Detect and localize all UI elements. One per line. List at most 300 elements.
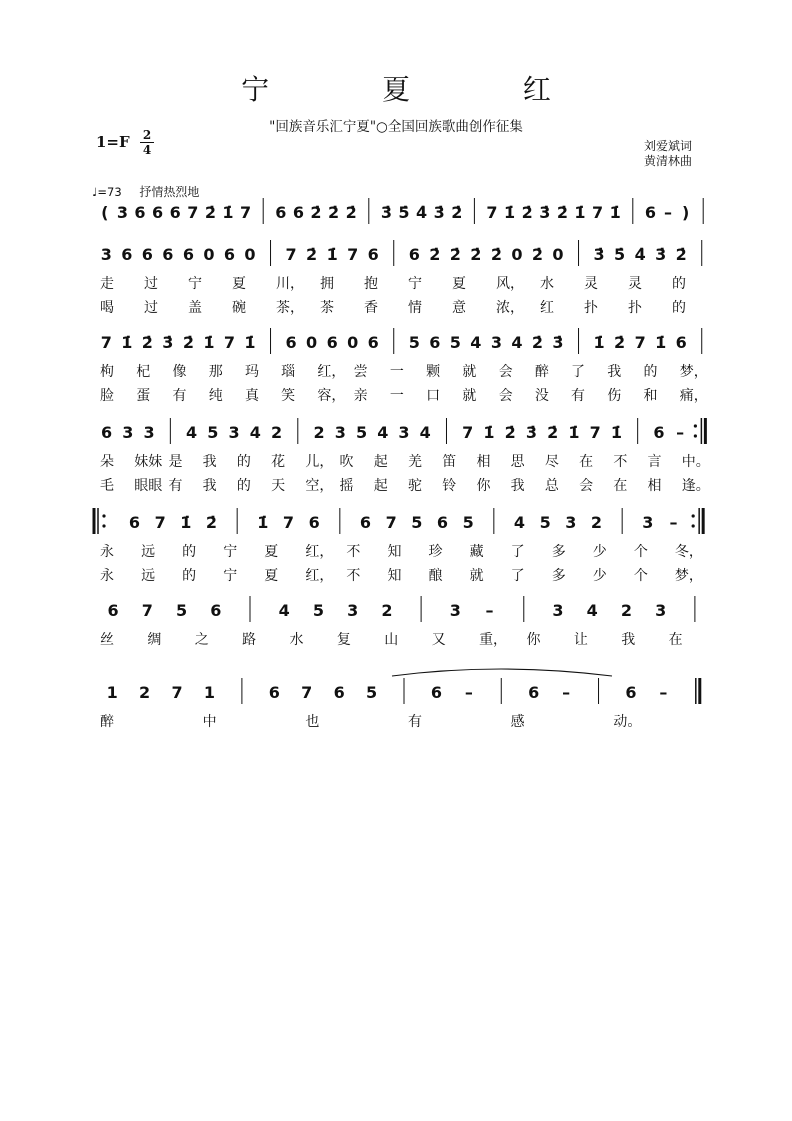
score-note: 2̇ (547, 423, 559, 442)
lyric-syllable: 藏 (469, 544, 484, 560)
lyric-syllable: 妹妹 (134, 454, 163, 470)
score-note: 5 (411, 513, 423, 532)
lyric-syllable: 让 (573, 632, 588, 648)
score-note: 7 (634, 333, 646, 352)
lyric-syllable: 红， (305, 568, 334, 584)
lyric-syllable: 扑 (628, 300, 642, 316)
score-note: 1̇ (610, 423, 622, 442)
lyric-syllable: 瑙 (281, 364, 296, 380)
score-note: 7 (141, 601, 153, 620)
composer: 黄清林曲 (643, 154, 692, 168)
score-note: 7 (592, 203, 604, 222)
lyric-syllable: 夏 (452, 276, 466, 292)
lyric-syllable: 的 (182, 568, 197, 584)
repeat-dot (694, 424, 697, 427)
lyric-syllable: 你 (526, 632, 541, 648)
score-note: 4 (377, 423, 389, 442)
lyric-syllable: 红， (305, 544, 334, 560)
lyric-syllable: 夏 (232, 276, 246, 292)
lyric-syllable: 总 (544, 478, 559, 494)
lyric-syllable: 颗 (426, 364, 441, 380)
lyric-syllable: 脸 (100, 388, 114, 404)
score-note: 4 (511, 333, 523, 352)
score-note: – (659, 683, 668, 702)
repeat-dot (694, 434, 697, 437)
lyric-syllable: 相 (476, 454, 491, 470)
lyric-syllable: 口 (426, 388, 441, 404)
lyric-syllable: 宁 (408, 276, 422, 292)
lyric-syllable: 之 (194, 632, 209, 648)
score-note: 0 (347, 333, 359, 352)
lyric-syllable: 少 (592, 544, 607, 560)
lyric-syllable: 一 (389, 388, 404, 404)
score-note: 3 (347, 601, 359, 620)
score-note: 5 (175, 601, 188, 620)
repeat-dot (692, 524, 695, 527)
lyric-syllable: 感 (510, 714, 525, 730)
lyric-syllable: 吹 (339, 454, 354, 470)
lyric-syllable: 路 (242, 632, 257, 648)
score-note: 3 (334, 423, 346, 442)
lyric-syllable: 的 (672, 300, 686, 316)
score-note: 6 (141, 245, 153, 264)
lyric-syllable: 天 (271, 478, 286, 494)
lyric-syllable: 亲 (353, 388, 368, 404)
score-note: 2 (381, 601, 393, 620)
score-note: 6 (210, 601, 222, 620)
score-note: 6 (268, 683, 280, 702)
score-note: 7 (171, 683, 183, 702)
score-note: 4 (419, 423, 431, 442)
song-title: 宁 夏 红 (241, 73, 603, 106)
score-note: 3 (228, 423, 240, 442)
score-note: 4 (470, 333, 482, 352)
score-note: 3̇ (380, 203, 392, 222)
score-note: 3 (398, 423, 410, 442)
lyric-syllable: 夏 (264, 568, 279, 584)
lyric-syllable: 抱 (364, 276, 378, 292)
lyric-syllable: 花 (271, 454, 286, 470)
lyric-syllable: 那 (208, 364, 223, 380)
lyric-syllable: 远 (141, 568, 156, 584)
expression-marking: 抒情热烈地 (139, 185, 200, 199)
lyric-syllable: 冬， (674, 544, 703, 560)
score-note: 6 (128, 513, 141, 532)
score-note: 4 (249, 423, 261, 442)
score-note: 2 (620, 601, 633, 620)
score-note: 6 (121, 245, 133, 264)
lyric-syllable: 有 (571, 388, 586, 404)
score-note: 2̇ (490, 245, 502, 264)
score-note: 6 (653, 423, 665, 442)
score-note: 1̇ (483, 423, 495, 442)
score-note: 1̇ (568, 423, 580, 442)
score-note: 2̇ (614, 333, 626, 352)
score-note: – (464, 683, 473, 702)
score-note: 3 (655, 601, 667, 620)
lyric-syllable: 尽 (544, 454, 559, 470)
score-note: – (669, 513, 678, 532)
score-note: 1̇ (326, 245, 338, 264)
score-note: 7 (100, 333, 112, 352)
score-note: 6 (429, 333, 441, 352)
score-note: 6 (152, 203, 164, 222)
score-note: 3 (116, 203, 128, 222)
score-note: – (664, 203, 672, 222)
score-note: 7 (347, 245, 359, 264)
lyric-syllable: 个 (633, 544, 648, 560)
lyric-syllable: 眼眼 (134, 478, 163, 494)
score-note: 2 (313, 423, 325, 442)
score-note: 6 (367, 245, 379, 264)
score-note: 5 (207, 423, 219, 442)
lyric-syllable: 知 (387, 544, 402, 560)
lyric-syllable: 你 (476, 478, 491, 494)
lyric-syllable: 红 (540, 300, 554, 316)
score-note: 5 (462, 513, 474, 532)
lyric-syllable: 复 (336, 632, 351, 648)
score-system (101, 198, 703, 224)
lyric-syllable: 宁 (223, 544, 238, 560)
score-note: 2 (139, 683, 151, 702)
score-note: 6 (528, 683, 540, 702)
lyric-syllable: 有 (172, 388, 187, 404)
lyric-syllable: 碗 (232, 300, 246, 316)
score-note: 6 (308, 513, 320, 532)
score-note: 4 (186, 423, 198, 442)
score-note: 1̇ (203, 333, 215, 352)
lyric-syllable: 动。 (613, 714, 642, 730)
lyric-syllable: 纯 (208, 388, 223, 404)
lyric-syllable: 的 (672, 276, 686, 292)
score-note: 6 (408, 245, 420, 264)
lyric-syllable: 远 (141, 544, 156, 560)
lyric-syllable: 会 (579, 478, 594, 494)
lyric-syllable: 少 (592, 568, 607, 584)
lyric-syllable: 朵 (100, 454, 114, 470)
lyric-syllable: 杞 (136, 364, 151, 380)
score-note: 6 (223, 245, 236, 264)
score-note: 6 (644, 203, 656, 222)
score-note: 4̇ (416, 203, 428, 222)
score-note: 4̇ (634, 245, 646, 264)
lyric-syllable: 丝 (100, 632, 114, 648)
score-note: 3 (642, 513, 654, 532)
score-note: 7 (285, 245, 297, 264)
score-note: 6 (436, 513, 449, 532)
lyric-syllable: 容， (317, 388, 346, 404)
score-note: 4 (513, 513, 526, 532)
score-note: 2̇ (531, 245, 544, 264)
lyric-syllable: 没 (534, 388, 549, 404)
score-note: 3 (122, 423, 134, 442)
lyric-syllable: 川， (276, 276, 304, 292)
score-note: 5 (312, 601, 325, 620)
lyric-syllable: 毛 (100, 478, 114, 494)
lyric-syllable: 有 (408, 714, 422, 730)
lyric-syllable: 不 (346, 568, 361, 584)
lyric-syllable: 珍 (428, 544, 443, 560)
lyric-syllable: 梦， (674, 568, 703, 584)
lyric-syllable: 香 (364, 300, 378, 316)
lyric-syllable: 的 (236, 478, 251, 494)
lyric-syllable: 驼 (408, 478, 422, 494)
lyric-syllable: 了 (571, 364, 586, 380)
lyric-syllable: 多 (551, 568, 566, 584)
lyric-syllable: 梦， (679, 364, 708, 380)
time-denominator: 4 (142, 143, 152, 157)
score-note: 5̇ (398, 203, 410, 222)
score-note: 6 (625, 683, 637, 702)
score-note: 0 (511, 245, 523, 264)
lyric-syllable: 会 (498, 364, 513, 380)
score-note: 3 (449, 601, 461, 620)
score-note: 6 (169, 203, 181, 222)
score-note: 2̇ (449, 245, 461, 264)
score-note: 2̇ (451, 203, 463, 222)
lyric-syllable: 的 (236, 454, 251, 470)
lyric-syllable: 也 (305, 714, 320, 730)
time-numerator: 2 (142, 128, 152, 142)
score-note: 4 (586, 601, 598, 620)
score-note: 3 (143, 423, 155, 442)
lyric-syllable: 和 (643, 388, 658, 404)
score-note: 1 (106, 683, 118, 702)
lyric-syllable: 是 (168, 454, 183, 470)
score-note: 6 (359, 513, 372, 532)
score-note: 6 (333, 683, 345, 702)
score-note: 6 (292, 203, 304, 222)
score-note: 1̇ (180, 513, 192, 532)
score-note: – (485, 601, 494, 620)
lyric-syllable: 个 (633, 568, 648, 584)
lyric-syllable: 我 (510, 478, 525, 494)
score-note: 0 (203, 245, 215, 264)
lyric-syllable: 喝 (100, 300, 114, 316)
score-note: 2̇ (470, 245, 482, 264)
score-note: 6 (134, 203, 146, 222)
lyric-syllable: 夏 (264, 544, 279, 560)
lyric-syllable: 拥 (320, 276, 334, 292)
lyric-syllable: 羌 (408, 454, 422, 470)
lyric-syllable: 又 (431, 632, 446, 648)
lyric-syllable: 醉 (534, 364, 549, 380)
score-note: 0 (244, 245, 256, 264)
lyric-syllable: 茶 (320, 300, 334, 316)
score-note: 7 (240, 203, 252, 222)
score-note: 6 (675, 333, 687, 352)
score-note: ( (101, 203, 109, 222)
score-note: 2̇ (429, 245, 441, 264)
lyric-syllable: 在 (613, 478, 628, 494)
score-note: 7 (589, 423, 601, 442)
score-note: 6 (367, 333, 379, 352)
score-note: 7 (223, 333, 236, 352)
lyric-syllable: 宁 (223, 568, 238, 584)
lyric-syllable: 酿 (428, 568, 443, 584)
repeat-dot (102, 514, 105, 517)
score-note: 1 (203, 683, 216, 702)
lyric-syllable: 风， (496, 276, 524, 292)
lyric-syllable: 我 (621, 632, 636, 648)
lyric-syllable: 枸 (100, 364, 114, 380)
lyric-syllable: 思 (510, 454, 525, 470)
score-note: 5 (355, 423, 368, 442)
score-note: 5 (366, 683, 378, 702)
score-system (100, 328, 708, 404)
song-subtitle: "回族音乐汇宁夏"○全国回族歌曲创作征集 (269, 119, 523, 135)
lyric-syllable: 绸 (147, 632, 162, 648)
lyric-syllable: 醉 (100, 714, 114, 730)
lyric-syllable: 笑 (281, 388, 296, 404)
score-note: 6 (182, 245, 194, 264)
lyric-syllable: 灵 (584, 276, 598, 292)
tempo-value: ♩=73 (92, 185, 122, 199)
score-note: 6 (107, 601, 119, 620)
lyric-syllable: 就 (469, 568, 484, 584)
lyric-syllable: 永 (100, 544, 114, 560)
score-system (100, 240, 702, 316)
score-note: 3̇ (525, 423, 538, 442)
score-note: 1̇ (574, 203, 586, 222)
lyric-syllable: 有 (168, 478, 183, 494)
repeat-dot (692, 514, 695, 517)
score-note: 2̇ (521, 203, 533, 222)
lyric-syllable: 过 (144, 300, 158, 316)
lyric-syllable: 扑 (584, 300, 598, 316)
score-note: ) (681, 203, 690, 222)
lyric-syllable: 伤 (607, 388, 622, 404)
score-note: 7 (282, 513, 295, 532)
score-note: 7 (385, 513, 397, 532)
lyric-syllable: 会 (498, 388, 513, 404)
lyric-syllable: 蛋 (136, 388, 151, 404)
lyric-syllable: 中。 (681, 454, 710, 470)
score-note: 2̇ (556, 203, 568, 222)
score-note: 7 (301, 683, 313, 702)
score-note: 3̇ (539, 203, 551, 222)
score-note: 2̇ (345, 203, 357, 222)
score-note: 2̇ (504, 423, 516, 442)
score-note: 1̇ (222, 203, 234, 222)
lyric-syllable: 尝 (353, 364, 368, 380)
lyric-syllable: 宁 (188, 276, 202, 292)
score-note: 2̇ (306, 245, 318, 264)
score-note: 3̇ (655, 245, 667, 264)
lyric-syllable: 山 (384, 632, 399, 648)
lyric-syllable: 了 (510, 568, 525, 584)
lyric-syllable: 痛， (679, 388, 708, 404)
score-note: 3 (100, 245, 112, 264)
lyric-syllable: 相 (647, 478, 662, 494)
lyric-syllable: 儿， (305, 454, 334, 470)
score-note: 1̇ (244, 333, 256, 352)
score-note: 5 (539, 513, 551, 532)
score-note: 2̇ (310, 203, 322, 222)
lyric-syllable: 过 (144, 276, 158, 292)
lyric-syllable: 我 (607, 364, 622, 380)
lyric-syllable: 知 (387, 568, 402, 584)
score-note: 3̇ (552, 333, 564, 352)
score-note: 2̇ (204, 203, 216, 222)
score-note: 2̇ (531, 333, 544, 352)
score-note: 3̇ (162, 333, 174, 352)
score-note: 5 (449, 333, 461, 352)
score-note: 1̇ (609, 203, 621, 222)
score-note: 0 (552, 245, 564, 264)
lyric-syllable: 真 (244, 388, 259, 404)
score-note: – (562, 683, 571, 702)
lyric-syllable: 永 (100, 568, 114, 584)
lyric-syllable: 的 (643, 364, 658, 380)
lyric-syllable: 摇 (339, 478, 354, 494)
lyric-syllable: 一 (389, 364, 404, 380)
score-note: 2̇ (675, 245, 687, 264)
lyric-syllable: 逢。 (681, 478, 710, 494)
score-system (100, 596, 695, 648)
lyric-syllable: 意 (452, 300, 466, 316)
score-system (100, 418, 710, 494)
lyric-syllable: 不 (613, 454, 628, 470)
score-note: 6 (101, 423, 113, 442)
score-note: 2 (270, 423, 283, 442)
lyric-syllable: 不 (346, 544, 361, 560)
lyric-syllable: 我 (202, 454, 217, 470)
score-note: 7 (187, 203, 199, 222)
score-note: 1̇ (655, 333, 667, 352)
lyric-syllable: 浓， (496, 300, 524, 316)
score-note: 4 (278, 601, 290, 620)
score-note: 6 (275, 203, 287, 222)
lyric-syllable: 茶， (276, 300, 304, 316)
lyric-syllable: 铃 (442, 478, 457, 494)
score-note: 6 (430, 683, 442, 702)
score-note: 1̇ (257, 513, 269, 532)
lyric-syllable: 中 (202, 714, 217, 730)
score-note: 2̇ (328, 203, 340, 222)
lyric-syllable: 就 (462, 388, 477, 404)
lyric-syllable: 盖 (188, 300, 202, 316)
score-note: 3̇ (433, 203, 445, 222)
lyric-syllable: 笛 (442, 454, 457, 470)
lyric-syllable: 在 (668, 632, 683, 648)
lyric-syllable: 重， (479, 632, 508, 648)
lyric-syllable: 多 (551, 544, 566, 560)
key-signature: 1=F (96, 133, 130, 151)
lyric-syllable: 玛 (244, 364, 259, 380)
score-note: 1̇ (504, 203, 516, 222)
score-note: 0 (306, 333, 318, 352)
lyric-syllable: 水 (540, 276, 554, 292)
lyric-syllable: 了 (510, 544, 525, 560)
score-note: 3 (565, 513, 577, 532)
lyric-syllable: 情 (408, 300, 422, 316)
lyric-syllable: 起 (373, 478, 388, 494)
score-note: 2̇ (141, 333, 153, 352)
score-note: 6 (285, 333, 297, 352)
score-note: 3 (490, 333, 502, 352)
lyric-syllable: 在 (579, 454, 594, 470)
score-note: 3̇ (593, 245, 605, 264)
lyric-syllable: 灵 (628, 276, 642, 292)
lyricist: 刘爱斌词 (643, 139, 692, 153)
score-note: 7 (462, 423, 474, 442)
score-note: – (676, 423, 685, 442)
lyric-syllable: 我 (202, 478, 217, 494)
score-note: 7 (154, 513, 166, 532)
score-note: 3 (552, 601, 564, 620)
score-system (100, 678, 700, 730)
